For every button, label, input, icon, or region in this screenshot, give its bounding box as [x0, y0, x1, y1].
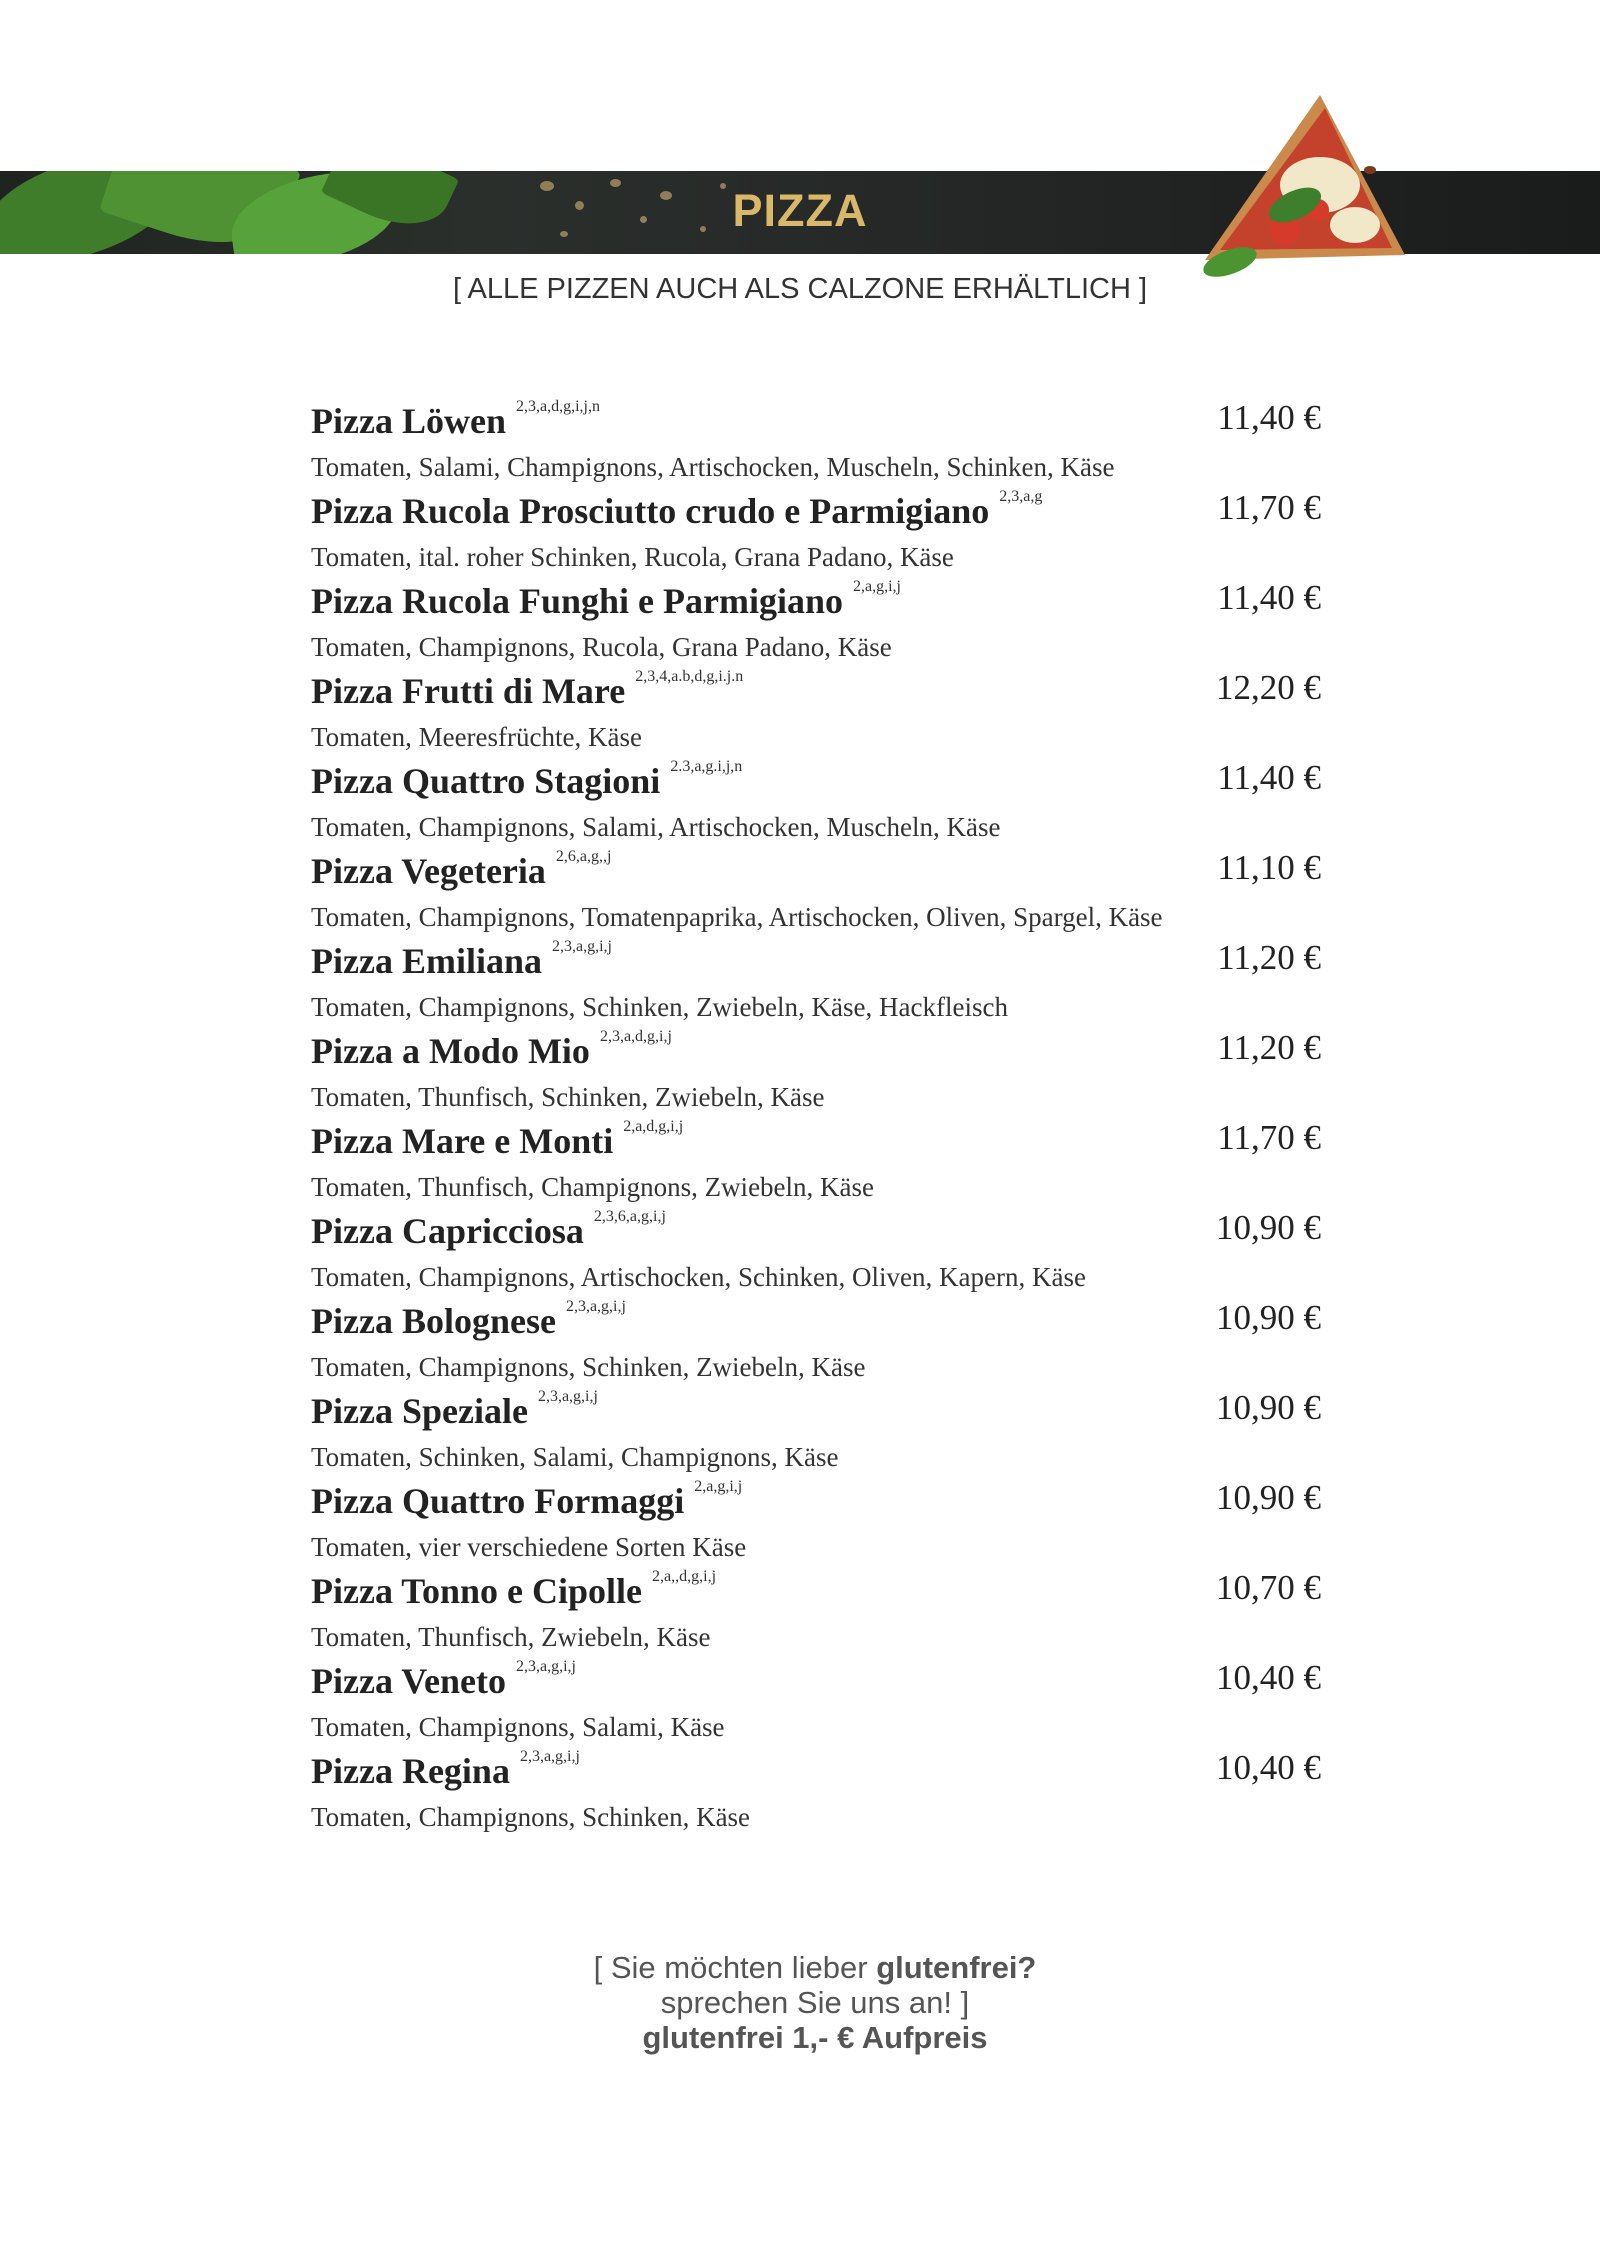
menu-item [311, 578, 1321, 668]
menu-item [311, 758, 1321, 848]
menu-item-header [311, 1298, 1321, 1350]
menu-item [311, 1028, 1321, 1118]
menu-item [311, 668, 1321, 758]
gluten-free-text: [ Sie möchten lieber [593, 1950, 877, 1985]
pizza-ingredients: Tomaten, Schinken, Salami, Champignons, Käse [311, 1442, 839, 1472]
pizza-ingredients: Tomaten, Champignons, Schinken, Zwiebeln, Käse [311, 1352, 866, 1382]
pizza-name: Pizza Emiliana [311, 941, 542, 981]
pizza-name: Pizza a Modo Mio [311, 1031, 590, 1071]
menu-item-header [311, 758, 1321, 810]
menu-item-header [311, 938, 1321, 990]
pizza-name: Pizza Tonno e Cipolle [311, 1571, 643, 1611]
pizza-name: Pizza Frutti di Mare [311, 671, 626, 711]
menu-item [311, 1478, 1321, 1568]
pizza-price: 12,20 € [1216, 668, 1321, 707]
pizza-name: Pizza Vegeteria [311, 851, 546, 891]
pizza-name: Pizza Veneto [311, 1661, 506, 1701]
menu-item-header [311, 578, 1321, 630]
allergen-codes: 2,3,a,g,i,j [515, 1658, 576, 1675]
pizza-ingredients: Tomaten, Meeresfrüchte, Käse [311, 722, 642, 752]
pizza-price: 11,70 € [1217, 488, 1321, 527]
allergen-codes: 2,a,d,g,i,j [623, 1118, 684, 1135]
menu-item [311, 1118, 1321, 1208]
pizza-menu-list [311, 398, 1321, 1838]
allergen-codes: 2,3,a,d,g,i,j [599, 1028, 672, 1045]
allergen-codes: 2,a,g,i,j [852, 578, 901, 595]
page-title: PIZZA [732, 185, 868, 236]
pizza-name: Pizza Quattro Stagioni [311, 761, 661, 801]
allergen-codes: 2,3,a,g,i,j [537, 1388, 598, 1405]
pizza-slice-image [1170, 90, 1410, 280]
menu-item-header [311, 1748, 1321, 1800]
pizza-price: 11,70 € [1217, 1118, 1321, 1157]
pizza-ingredients: Tomaten, vier verschiedene Sorten Käse [311, 1532, 747, 1562]
pizza-price: 11,10 € [1217, 848, 1321, 887]
menu-item [311, 1658, 1321, 1748]
pizza-name: Pizza Speziale [311, 1391, 528, 1431]
pizza-price: 11,20 € [1217, 1028, 1321, 1067]
pizza-name: Pizza Quattro Formaggi [311, 1481, 685, 1521]
pizza-price: 10,70 € [1216, 1568, 1321, 1607]
gluten-free-surcharge: glutenfrei 1,- € Aufpreis [642, 2020, 988, 2055]
menu-item [311, 848, 1321, 938]
pizza-ingredients: Tomaten, Thunfisch, Schinken, Zwiebeln, Käse [311, 1082, 825, 1112]
allergen-codes: 2,a,g,i,j [694, 1478, 743, 1495]
menu-item [311, 1208, 1321, 1298]
pizza-ingredients: Tomaten, Champignons, Tomatenpaprika, Artischocken, Oliven, Spargel, Käse [311, 902, 1163, 932]
pizza-name: Pizza Rucola Funghi e Parmigiano [311, 581, 843, 621]
allergen-codes: 2,3,a,g,i,j [565, 1298, 626, 1315]
pizza-price: 11,40 € [1217, 758, 1321, 797]
pizza-name: Pizza Rucola Prosciutto crudo e Parmigiano [311, 491, 990, 531]
menu-item [311, 1388, 1321, 1478]
menu-item [311, 488, 1321, 578]
allergen-codes: 2,3,a,g,i,j [551, 938, 612, 955]
pizza-price: 11,20 € [1217, 938, 1321, 977]
pizza-ingredients: Tomaten, Champignons, Artischocken, Schinken, Oliven, Kapern, Käse [311, 1262, 1086, 1292]
menu-item [311, 1298, 1321, 1388]
menu-item-header [311, 398, 1321, 450]
gluten-free-note [0, 1950, 1600, 2055]
menu-item [311, 398, 1321, 488]
menu-item-header [311, 1658, 1321, 1710]
pizza-price: 10,90 € [1216, 1388, 1321, 1427]
menu-item-header [311, 668, 1321, 720]
pizza-ingredients: Tomaten, Champignons, Salami, Artischocken, Muscheln, Käse [311, 812, 1001, 842]
allergen-codes: 2.3,a,g.i,j,n [670, 758, 743, 775]
menu-item-header [311, 488, 1321, 540]
ask-us-text: sprechen Sie uns an! ] [660, 1985, 970, 2020]
pizza-ingredients: Tomaten, Champignons, Salami, Käse [311, 1712, 725, 1742]
menu-item-header [311, 848, 1321, 900]
pizza-name: Pizza Bolognese [311, 1301, 556, 1341]
pizza-ingredients: Tomaten, Thunfisch, Champignons, Zwiebeln, Käse [311, 1172, 875, 1202]
allergen-codes: 2,3,a,g,i,j [519, 1748, 580, 1765]
menu-item-header [311, 1568, 1321, 1620]
allergen-codes: 2,3,a,d,g,i,j,n [515, 398, 600, 415]
allergen-codes: 2,3,a,g [999, 488, 1043, 505]
allergen-codes: 2,3,6,a,g,i,j [593, 1208, 666, 1225]
pizza-name: Pizza Capricciosa [311, 1211, 584, 1251]
pizza-ingredients: Tomaten, Thunfisch, Zwiebeln, Käse [311, 1622, 711, 1652]
menu-item [311, 938, 1321, 1028]
menu-item-header [311, 1028, 1321, 1080]
pizza-price: 10,90 € [1216, 1298, 1321, 1337]
pizza-price: 10,90 € [1216, 1208, 1321, 1247]
pizza-name: Pizza Löwen [311, 401, 506, 441]
pizza-price: 11,40 € [1217, 578, 1321, 617]
pizza-price: 10,40 € [1216, 1748, 1321, 1787]
pizza-name: Pizza Regina [311, 1751, 510, 1791]
gluten-free-highlight: glutenfrei? [876, 1950, 1037, 1985]
pizza-name: Pizza Mare e Monti [311, 1121, 614, 1161]
menu-item-header [311, 1478, 1321, 1530]
allergen-codes: 2,a,,d,g,i,j [652, 1568, 717, 1585]
menu-item-header [311, 1208, 1321, 1260]
menu-item [311, 1748, 1321, 1838]
pizza-price: 10,90 € [1216, 1478, 1321, 1517]
pizza-ingredients: Tomaten, Champignons, Rucola, Grana Padano, Käse [311, 632, 892, 662]
pizza-ingredients: Tomaten, Champignons, Schinken, Käse [311, 1802, 751, 1832]
menu-item-header [311, 1388, 1321, 1440]
pizza-price: 11,40 € [1217, 398, 1321, 437]
pizza-ingredients: Tomaten, ital. roher Schinken, Rucola, Grana Padano, Käse [311, 542, 954, 572]
pizza-ingredients: Tomaten, Champignons, Schinken, Zwiebeln, Käse, Hackfleisch [311, 992, 1008, 1022]
menu-item [311, 1568, 1321, 1658]
pizza-price: 10,40 € [1216, 1658, 1321, 1697]
allergen-codes: 2,6,a,g,,j [555, 848, 612, 865]
calzone-note: [ ALLE PIZZEN AUCH ALS CALZONE ERHÄLTLICH ] [452, 273, 1148, 305]
pizza-ingredients: Tomaten, Salami, Champignons, Artischocken, Muscheln, Schinken, Käse [311, 452, 1115, 482]
allergen-codes: 2,3,4,a.b,d,g,i.j.n [635, 668, 744, 685]
menu-item-header [311, 1118, 1321, 1170]
